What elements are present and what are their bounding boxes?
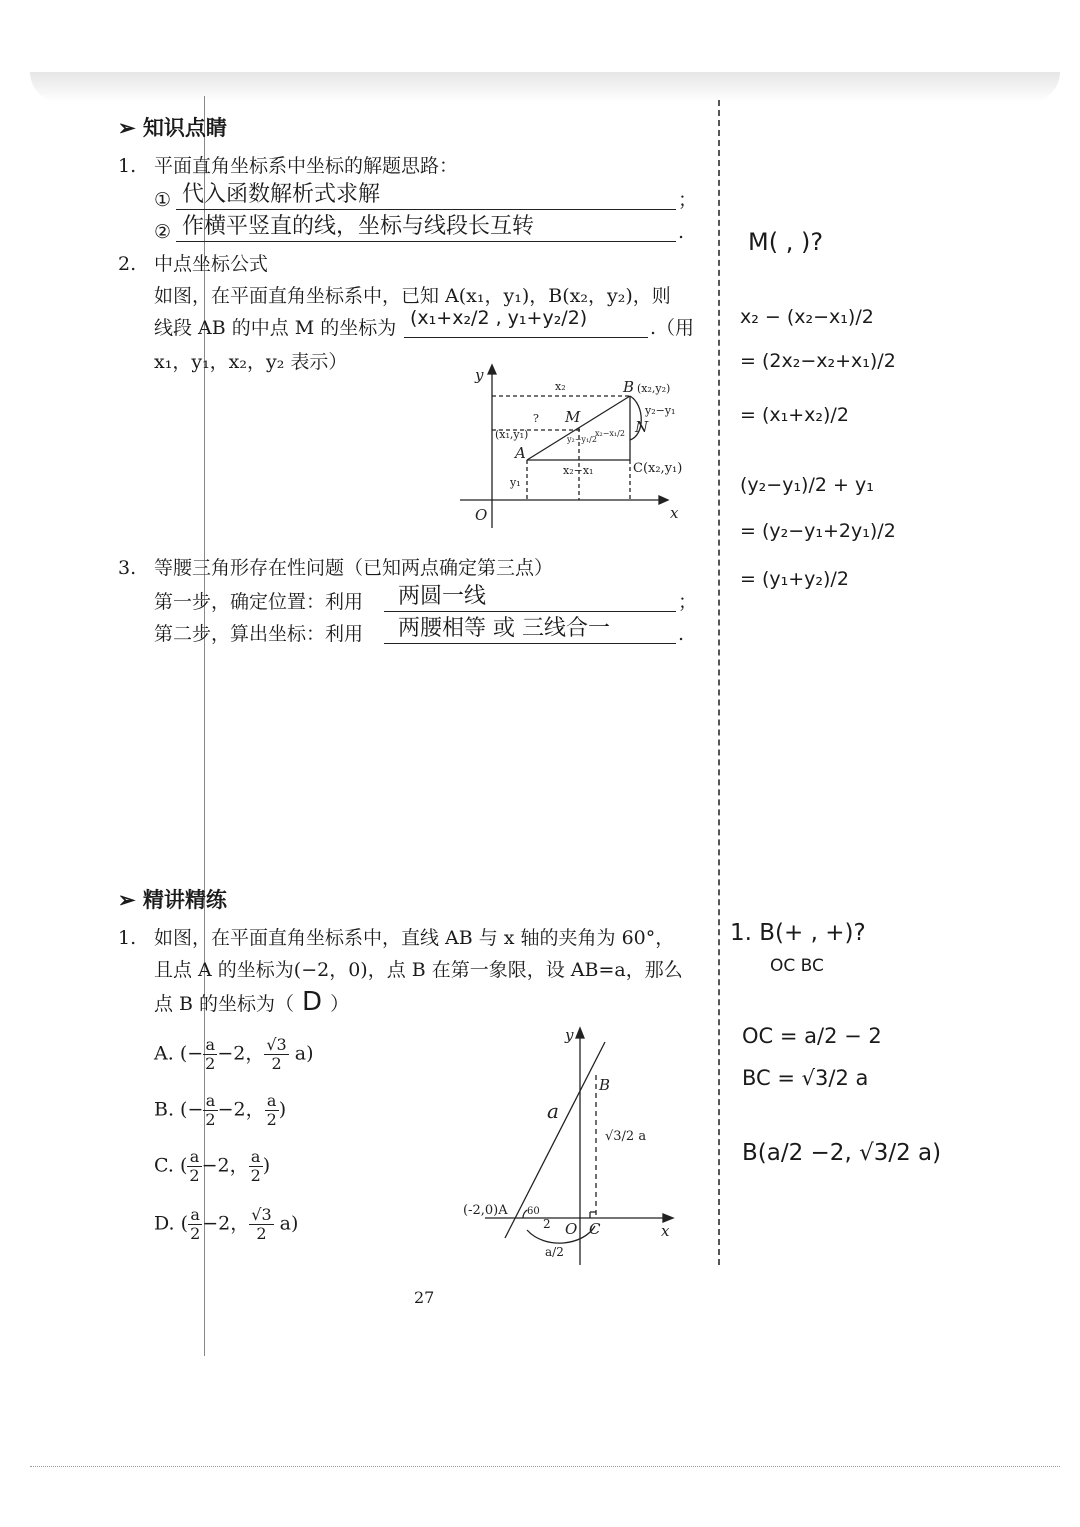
q1-line1: 如图，在平面直角坐标系中，直线 AB 与 x 轴的夹角为 60°， xyxy=(154,927,675,949)
blank1-end: ； xyxy=(678,189,698,211)
fig1-b-coord: (x₂,y₂) xyxy=(637,382,671,395)
option-d-x-frac-den: 2 xyxy=(190,1224,201,1243)
margin-m-top: M( , )? xyxy=(748,228,824,256)
option-a-label: A. xyxy=(154,1042,180,1065)
midpoint-answer: (x₁+x₂/2 , y₁+y₂/2) xyxy=(410,307,588,329)
q1-line2: 且点 A 的坐标为(−2，0)，点 B 在第一象限，设 AB=a，那么 xyxy=(154,959,683,981)
fig1-b: B xyxy=(623,378,635,396)
item2-line2-suffix: .（用 xyxy=(650,317,695,339)
scan-shadow xyxy=(30,72,1060,102)
option-b-open: (− xyxy=(180,1098,204,1121)
option-d-label: D. xyxy=(154,1212,181,1235)
item2-line1: 如图，在平面直角坐标系中，已知 A(x₁，y₁)，B(x₂，y₂)，则 xyxy=(154,285,671,307)
fig2-y-label: y xyxy=(565,1026,574,1044)
blank2-line xyxy=(176,241,676,242)
option-d-x-frac-num: a xyxy=(188,1206,202,1225)
option-d[interactable] xyxy=(154,1206,298,1243)
step2-prefix: 第二步，算出坐标：利用 xyxy=(154,623,364,645)
option-a-x-rest: −2， xyxy=(217,1042,265,1065)
option-c-x-frac xyxy=(187,1148,201,1185)
fig2-line-ab xyxy=(505,1042,605,1238)
option-b-x-rest: −2， xyxy=(217,1098,265,1121)
fig2-height: √3/2 a xyxy=(605,1129,647,1144)
page-number: 27 xyxy=(414,1288,435,1307)
fig2-half-a: a/2 xyxy=(545,1245,564,1259)
fig2-a-length: a xyxy=(547,1099,559,1123)
fig1-a: A xyxy=(515,444,526,462)
option-d-close: a) xyxy=(273,1212,299,1235)
option-d-y-frac-den: 2 xyxy=(256,1224,267,1243)
fig1-x-label: x xyxy=(670,504,679,522)
option-a-y-frac xyxy=(264,1036,288,1073)
fig2-y-arrow xyxy=(576,1028,584,1038)
fig1-small2: x₂−x₁/2 xyxy=(595,429,625,438)
margin-work-3: = (x₁+x₂)/2 xyxy=(740,404,849,426)
blank2-prefix: ② xyxy=(154,221,172,243)
fig1-top-x2: x₂ xyxy=(555,380,566,393)
q1-figure xyxy=(455,1020,695,1270)
fig2-b: B xyxy=(599,1076,611,1094)
option-d-x-frac xyxy=(188,1206,202,1243)
option-b[interactable] xyxy=(154,1092,286,1129)
item1-text: 平面直角坐标系中坐标的解题思路： xyxy=(154,155,459,177)
fig1-a-coord: (x₁,y₁) xyxy=(495,428,529,441)
fig1-x-arrow xyxy=(659,496,668,504)
fig1-y-arrow xyxy=(488,365,496,374)
margin-work-1: x₂ − (x₂−x₁)/2 xyxy=(740,306,874,328)
option-a-x-frac-num: a xyxy=(203,1036,217,1055)
option-c-open: ( xyxy=(179,1154,188,1177)
option-d-x-rest: −2， xyxy=(202,1212,250,1235)
option-c[interactable] xyxy=(154,1148,270,1185)
step2-answer: 两腰相等 或 三线合一 xyxy=(398,616,610,641)
fig2-angle: 60 xyxy=(527,1206,540,1217)
fig1-y-label: y xyxy=(475,366,484,384)
step1-end: ； xyxy=(678,591,698,613)
fig1-y1: y₁ xyxy=(510,476,521,489)
bottom-rule xyxy=(30,1466,1060,1467)
fig1-dy: y₂−y₁ xyxy=(645,404,676,417)
step1-blank xyxy=(384,611,676,612)
blank1-answer: 代入函数解析式求解 xyxy=(182,182,381,207)
item3-text: 等腰三角形存在性问题（已知两点确定第三点） xyxy=(154,557,554,579)
fig1-m: M xyxy=(565,408,581,426)
option-d-open: ( xyxy=(180,1212,189,1235)
option-a-open: (− xyxy=(179,1042,204,1065)
option-a-y-frac-num: √3 xyxy=(266,1035,287,1054)
option-a-y-frac-den: 2 xyxy=(271,1054,282,1073)
midpoint-blank-line xyxy=(404,337,648,338)
option-b-label: B. xyxy=(154,1098,181,1121)
fig2-c: C xyxy=(589,1220,601,1238)
margin-q1-sub: OC BC xyxy=(770,956,824,976)
item2-line2-prefix: 线段 AB 的中点 M 的坐标为 xyxy=(154,317,397,339)
option-c-x-rest: −2， xyxy=(201,1154,249,1177)
fig2-x-arrow xyxy=(663,1214,673,1222)
fig1-origin: O xyxy=(475,506,488,524)
option-a-x-frac xyxy=(203,1036,217,1073)
section-title-knowledge: ➢ 知识点睛 xyxy=(118,115,227,140)
margin-result: B(a/2 −2, √3/2 a) xyxy=(742,1140,942,1166)
midpoint-figure xyxy=(455,360,695,535)
item1-num: 1. xyxy=(118,155,137,177)
q1-num: 1. xyxy=(118,927,137,949)
fig1-dx: x₂−x₁ xyxy=(563,464,594,477)
q1-line3: 点 B 的坐标为（ D ） xyxy=(154,987,350,1017)
option-b-y-frac xyxy=(265,1092,279,1129)
section-title-practice: ➢ 精讲精练 xyxy=(118,887,227,912)
option-b-x-frac-num: a xyxy=(203,1092,217,1111)
fig2-x-label: x xyxy=(661,1222,670,1240)
blank1-prefix: ① xyxy=(154,189,172,211)
margin-work-2: = (2x₂−x₂+x₁)/2 xyxy=(740,350,896,372)
fig2-origin: O xyxy=(565,1220,578,1238)
option-c-x-frac-num: a xyxy=(187,1148,201,1167)
margin-work-4: (y₂−y₁)/2 + y₁ xyxy=(740,474,874,496)
option-c-x-frac-den: 2 xyxy=(189,1166,200,1185)
option-d-y-frac xyxy=(249,1206,273,1243)
fig1-question: ? xyxy=(533,412,539,425)
option-a[interactable] xyxy=(154,1036,314,1073)
item2-line3: x₁，y₁，x₂，y₂ 表示） xyxy=(154,351,348,373)
step1-prefix: 第一步，确定位置：利用 xyxy=(154,591,364,613)
item3-num: 3. xyxy=(118,557,137,579)
fig1-small1: y₂−y₁/2 xyxy=(567,435,597,444)
option-b-x-frac-den: 2 xyxy=(205,1110,216,1129)
margin-bc: BC = √3/2 a xyxy=(742,1066,869,1090)
option-b-y-frac-den: 2 xyxy=(266,1110,277,1129)
fig1-n: N xyxy=(635,418,649,436)
option-c-close: ) xyxy=(262,1154,271,1177)
margin-divider xyxy=(718,100,720,1265)
blank2-answer: 作横平竖直的线，坐标与线段长互转 xyxy=(182,214,535,239)
blank2-end: . xyxy=(678,221,685,243)
q1-answer: D xyxy=(302,987,323,1017)
option-a-x-frac-den: 2 xyxy=(205,1054,216,1073)
fig1-c-coord: C(x₂,y₁) xyxy=(633,461,683,476)
option-c-label: C. xyxy=(154,1154,180,1177)
margin-oc: OC = a/2 − 2 xyxy=(742,1024,882,1048)
step2-end: . xyxy=(678,623,685,645)
step1-answer: 两圆一线 xyxy=(398,584,487,609)
margin-work-6: = (y₁+y₂)/2 xyxy=(740,568,849,590)
item2-text: 中点坐标公式 xyxy=(154,253,269,275)
option-d-y-frac-num: √3 xyxy=(251,1205,272,1224)
fig2-a-label: (-2,0)A xyxy=(463,1203,508,1218)
fig2-two: 2 xyxy=(543,1217,551,1231)
item2-num: 2. xyxy=(118,253,137,275)
option-b-y-frac-num: a xyxy=(265,1092,279,1111)
fig2-brace xyxy=(527,1226,595,1243)
option-b-close: ) xyxy=(278,1098,287,1121)
option-c-y-frac-den: 2 xyxy=(250,1166,261,1185)
margin-q1-head: 1. B(+ , +)? xyxy=(730,920,866,946)
option-c-y-frac-num: a xyxy=(249,1148,263,1167)
blank1-line xyxy=(176,209,676,210)
step2-blank xyxy=(384,643,676,644)
margin-work-5: = (y₂−y₁+2y₁)/2 xyxy=(740,520,896,542)
option-b-x-frac xyxy=(203,1092,217,1129)
option-a-close: a) xyxy=(288,1042,314,1065)
option-c-y-frac xyxy=(249,1148,263,1185)
